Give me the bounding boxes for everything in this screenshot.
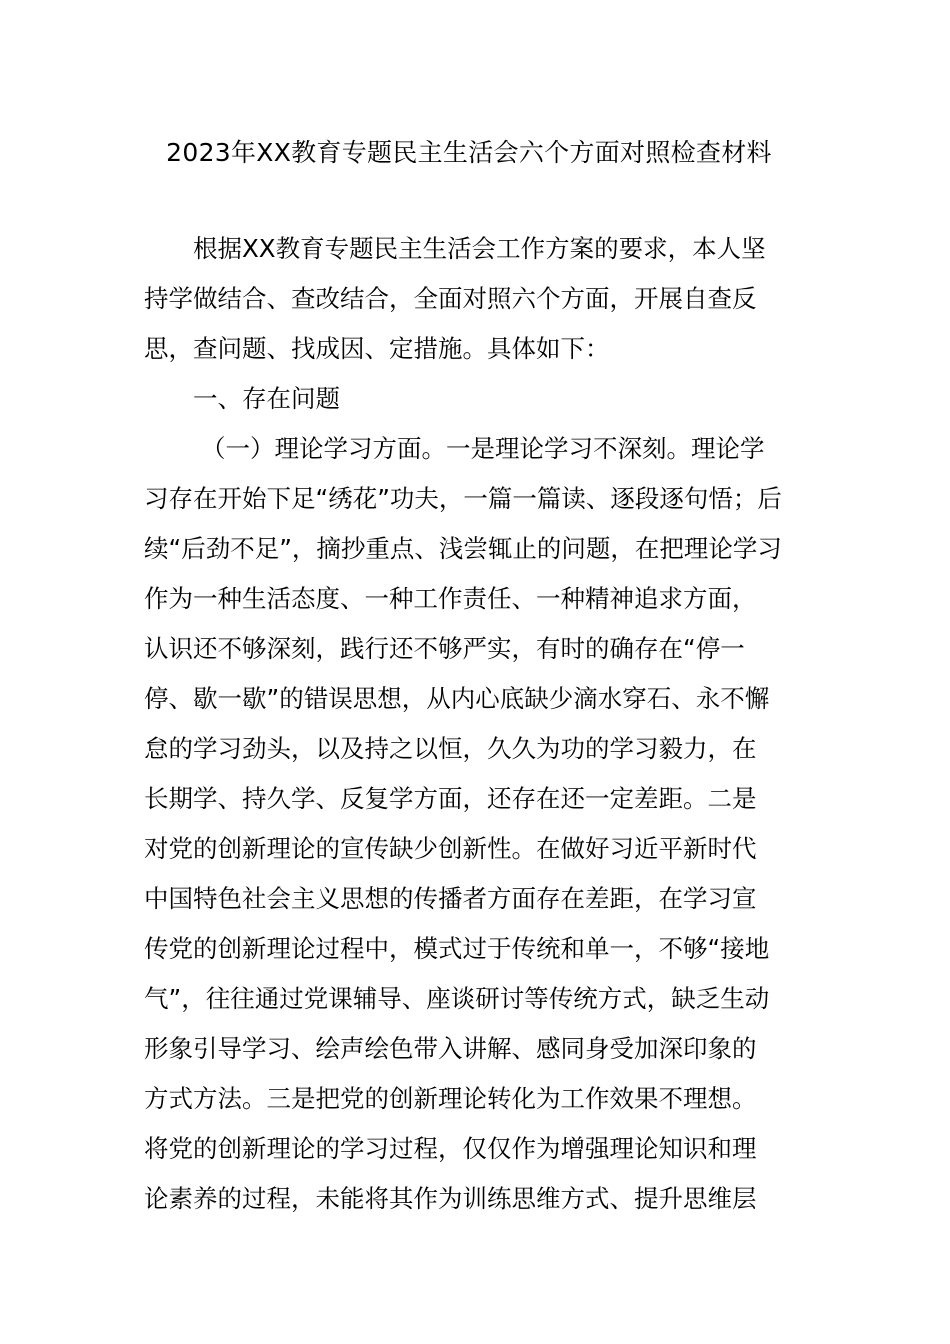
subsection-paragraph-line: 形象引导学习、绘声绘色带入讲解、感同身受加深印象的 xyxy=(144,1034,757,1063)
document-title: 2023年XX教育专题民主生活会六个方面对照检查材料 xyxy=(166,138,772,167)
subsection-paragraph-line: 将党的创新理论的学习过程，仅仅作为增强理论知识和理 xyxy=(144,1134,757,1163)
subsection-paragraph-line: 气”，往往通过党课辅导、座谈研讨等传统方式，缺乏生动 xyxy=(144,984,770,1013)
subsection-paragraph-line: 习存在开始下足“绣花”功夫，一篇一篇读、逐段逐句悟；后 xyxy=(144,484,782,513)
subsection-paragraph-line: 传党的创新理论过程中，模式过于传统和单一，不够“接地 xyxy=(144,934,770,963)
intro-paragraph-line: 思，查问题、找成因、定措施。具体如下： xyxy=(144,334,610,363)
subsection-paragraph-line: 中国特色社会主义思想的传播者方面存在差距，在学习宣 xyxy=(144,884,757,913)
section-heading: 一、存在问题 xyxy=(193,384,340,413)
subsection-paragraph-line: 停、歇一歇”的错误思想，从内心底缺少滴水穿石、永不懈 xyxy=(144,684,770,713)
subsection-paragraph-line: （一）理论学习方面。一是理论学习不深刻。理论学 xyxy=(201,434,765,463)
intro-paragraph-line: 根据XX教育专题民主生活会工作方案的要求，本人坚 xyxy=(193,234,766,263)
subsection-paragraph-line: 怠的学习劲头，以及持之以恒，久久为功的学习毅力，在 xyxy=(144,734,757,763)
intro-paragraph-line: 持学做结合、查改结合，全面对照六个方面，开展自查反 xyxy=(144,284,757,313)
subsection-paragraph-line: 作为一种生活态度、一种工作责任、一种精神追求方面， xyxy=(144,584,757,613)
subsection-paragraph-line: 方式方法。三是把党的创新理论转化为工作效果不理想。 xyxy=(144,1084,757,1113)
subsection-paragraph-line: 论素养的过程，未能将其作为训练思维方式、提升思维层 xyxy=(144,1184,757,1213)
subsection-paragraph-line: 认识还不够深刻，践行还不够严实，有时的确存在“停一 xyxy=(144,634,745,663)
subsection-paragraph-line: 对党的创新理论的宣传缺少创新性。在做好习近平新时代 xyxy=(144,834,757,863)
document-body xyxy=(144,224,808,1224)
subsection-paragraph-line: 长期学、持久学、反复学方面，还存在还一定差距。二是 xyxy=(144,784,757,813)
subsection-paragraph-line: 续“后劲不足”，摘抄重点、浅尝辄止的问题，在把理论学习 xyxy=(144,534,782,563)
